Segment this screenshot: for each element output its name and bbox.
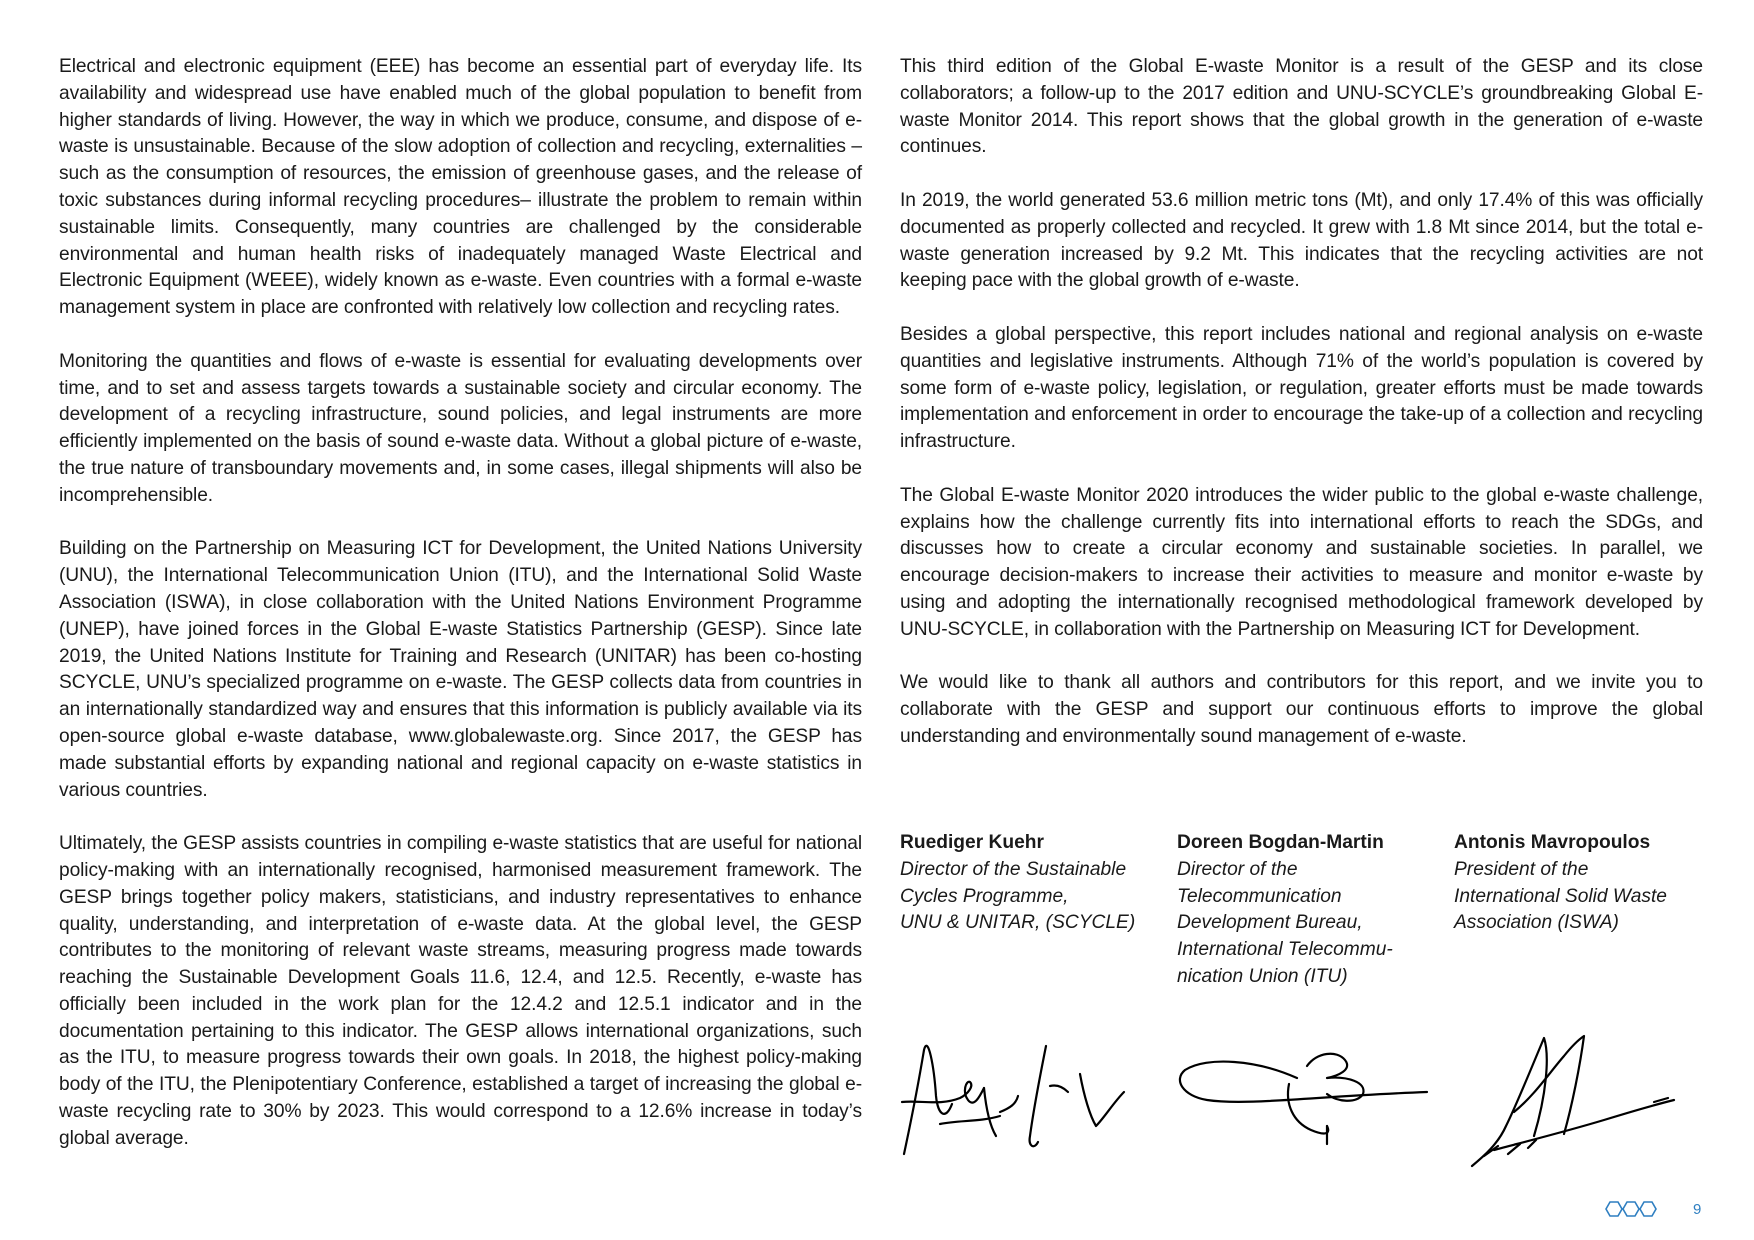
signatory-name: Doreen Bogdan-Martin: [1177, 832, 1384, 853]
right-column: [900, 54, 1703, 751]
signatory-name: Antonis Mavropoulos: [1454, 832, 1651, 853]
paragraph: This third edition of the Global E-waste Monitor is a result of the GESP and its close collaborators; a follow-up to the 2017 edition and UNU-SCYCLE’s groundbreaking Global E-waste Monitor 2014. This report shows that the global growth in the generation of e-waste continues.: [900, 56, 1703, 158]
page-number: 9: [1693, 1201, 1702, 1218]
signatory-role: Director of the Telecommunication Development Bureau, International Telecommu- nication Union (ITU): [1177, 858, 1393, 987]
signature-bogdan-martin-icon: [1177, 1026, 1437, 1166]
paragraph: Electrical and electronic equipment (EEE) has become an essential part of everyday life. Its availability and widespread use have enabled much of the global population to benefit from higher standards of living. However, the way in which we produce, consume, and dispose of e-waste is unsustainable. Because of the slow adoption of collection and recycling, externalities –such as the consumption of resources, the emission of greenhouse gases, and the release of toxic substances during informal recycling procedures– illustrate the problem to remain within sustainable limits. Consequently, many countries are challenged by the considerable environmental and human health risks of inadequately managed Waste Electrical and Electronic Equipment (WEEE), widely known as e-waste. Even countries with a formal e-waste management system in place are confronted with relatively low collection and recycling rates.: [59, 56, 862, 319]
signatory-bogdan-martin: [1177, 830, 1447, 991]
left-column: [59, 54, 862, 1153]
paragraph: Besides a global perspective, this report includes national and regional analysis on e-waste quantities and legislative instruments. Although 71% of the world’s population is covered by some form of e-waste policy, legislation, or regulation, greater efforts must be made towards implementation and enforcement in order to encourage the take-up of a collection and recycling infrastructure.: [900, 323, 1703, 453]
signature-kuehr-icon: [900, 1026, 1160, 1166]
paragraph: Building on the Partnership on Measuring ICT for Development, the United Nations University (UNU), the International Telecommunication Union (ITU), and the International Solid Waste Association (ISWA), in close collaboration with the United Nations Environment Programme (UNEP), have joined forces in the Global E-waste Statistics Partnership (GESP). Since late 2019, the United Nations Institute for Training and Research (UNITAR) has been co-hosting SCYCLE, UNU’s specialized programme on e-waste. The GESP collects data from countries in an internationally standardized way and ensures that this information is publicly available via its open-source global e-waste database, www.globalewaste.org. Since 2017, the GESP has made substantial efforts by expanding national and regional capacity on e-waste statistics in various countries.: [59, 538, 862, 801]
signatory-kuehr: [900, 830, 1170, 937]
paragraph: Monitoring the quantities and flows of e-waste is essential for evaluating developments over time, and to set and assess targets towards a sustainable society and circular economy. The development of a recycling infrastructure, sound policies, and legal instruments are more efficiently implemented on the basis of sound e-waste data. Without a global picture of e-waste, the true nature of transboundary movements and, in some cases, illegal shipments will also be incomprehensible.: [59, 350, 862, 506]
signatory-name: Ruediger Kuehr: [900, 832, 1044, 853]
paragraph: In 2019, the world generated 53.6 million metric tons (Mt), and only 17.4% of this was officially documented as properly collected and recycled. It grew with 1.8 Mt since 2014, but the total e-waste generation increased by 9.2 Mt. This indicates that the recycling activities are not keeping pace with the global growth of e-waste.: [900, 189, 1703, 292]
paragraph: We would like to thank all authors and contributors for this report, and we invite you to collaborate with the GESP and support our continuous efforts to improve the global understanding and environmentally sound management of e-waste.: [900, 672, 1703, 747]
signatory-role: President of the International Solid Waste Association (ISWA): [1454, 858, 1667, 934]
signature-mavropoulos-icon: [1454, 1016, 1714, 1176]
hexagon-trio-icon: [1605, 1201, 1657, 1217]
signatory-mavropoulos: [1454, 830, 1724, 937]
signatory-role: Director of the Sustainable Cycles Programme, UNU & UNITAR, (SCYCLE): [900, 858, 1136, 934]
paragraph: The Global E-waste Monitor 2020 introduces the wider public to the global e-waste challenge, explains how the challenge currently fits into international efforts to reach the SDGs, and discusses how to create a circular economy and sustainable societies. In parallel, we encourage decision-makers to increase their activities to measure and monitor e-waste by using and adopting the internationally recognised methodological framework developed by UNU-SCYCLE, in collaboration with the Partnership on Measuring ICT for Development.: [900, 484, 1703, 640]
paragraph: Ultimately, the GESP assists countries in compiling e-waste statistics that are useful for national policy-making with an internationally recognised, harmonised measurement framework. The GESP brings together policy makers, statisticians, and industry representatives to enhance quality, understanding, and interpretation of e-waste data. At the global level, the GESP contributes to the monitoring of relevant waste streams, measuring progress made towards reaching the Sustainable Development Goals 11.6, 12.4, and 12.5. Recently, e-waste has officially been included in the work plan for the 12.4.2 and 12.5.1 indicator and in the documentation pertaining to this indicator. The GESP allows international organizations, such as the ITU, to measure progress towards their own goals. In 2018, the highest policy-making body of the ITU, the Plenipotentiary Conference, established a target of increasing the global e-waste recycling rate to 30% by 2023. This would correspond to a 12.6% increase in today’s global average.: [59, 833, 862, 1149]
signatories: [900, 830, 1730, 1200]
